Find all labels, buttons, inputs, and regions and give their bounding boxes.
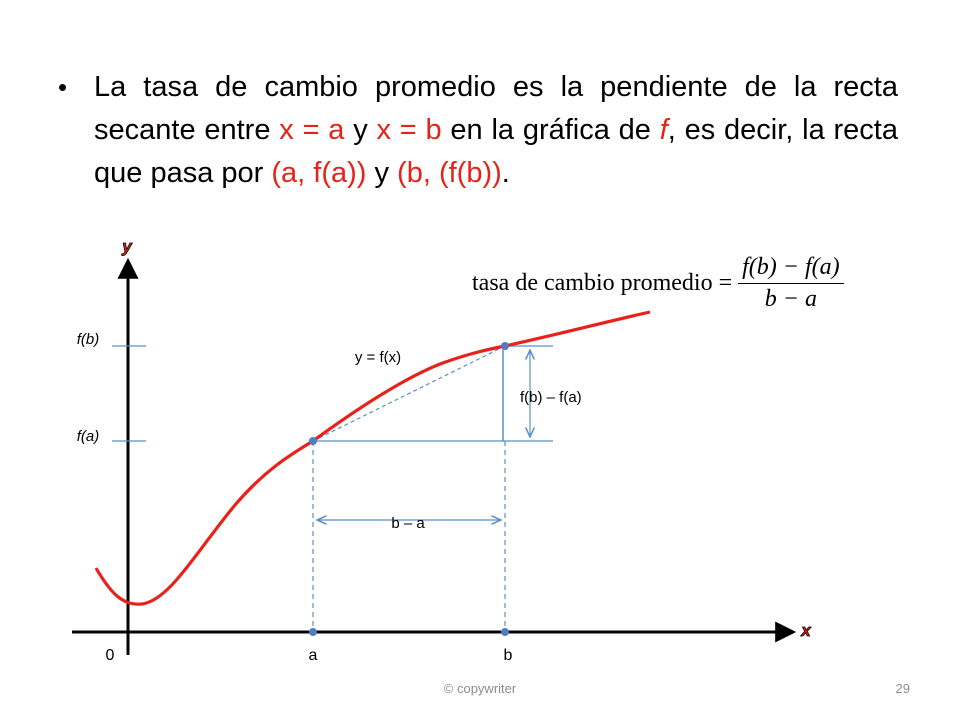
x-axis-label: x: [801, 621, 811, 640]
y-axis-label: y: [122, 237, 132, 256]
b-label: b: [503, 647, 513, 664]
text-segment: , es decir, la recta que pasa por: [94, 114, 898, 189]
text-segment: .: [501, 157, 510, 189]
run-label: b – a: [391, 515, 425, 532]
text-segment: La tasa de cambio promedio es la pendiente de la recta secante entre: [94, 71, 898, 146]
text-segment: y: [366, 157, 398, 189]
bullet-dot: •: [58, 72, 68, 102]
footer-page-number: 29: [895, 681, 910, 696]
origin-label: 0: [105, 647, 115, 664]
a-label: a: [308, 647, 318, 664]
fb-label: f(b): [76, 331, 100, 348]
text-segment: en la gráfica de: [441, 114, 660, 146]
formula-denominator: b − a: [764, 285, 817, 312]
point-b-on-curve: [501, 342, 509, 350]
curve-label: y = f(x): [354, 349, 402, 366]
formula-numerator: f(b) − f(a): [738, 254, 844, 284]
text-segment-point-b: (b, (f(b)): [397, 157, 502, 189]
text-segment-x-eq-a: x = a: [279, 114, 345, 146]
secant-line: [313, 346, 505, 441]
point-b-on-axis: [501, 628, 509, 636]
text-segment-point-a: (a, f(a)): [271, 157, 367, 189]
text-segment-f: f: [659, 114, 668, 146]
formula-equals: =: [718, 269, 733, 296]
footer-copyright: © copywriter: [443, 681, 517, 696]
text-segment-x-eq-b: x = b: [376, 114, 442, 146]
point-a-on-axis: [309, 628, 317, 636]
fa-label: f(a): [76, 428, 100, 445]
point-a-on-curve: [309, 437, 317, 445]
formula-lhs: tasa de cambio promedio: [472, 269, 713, 296]
text-segment: y: [344, 114, 377, 146]
rise-label: f(b) – f(a): [520, 389, 582, 406]
